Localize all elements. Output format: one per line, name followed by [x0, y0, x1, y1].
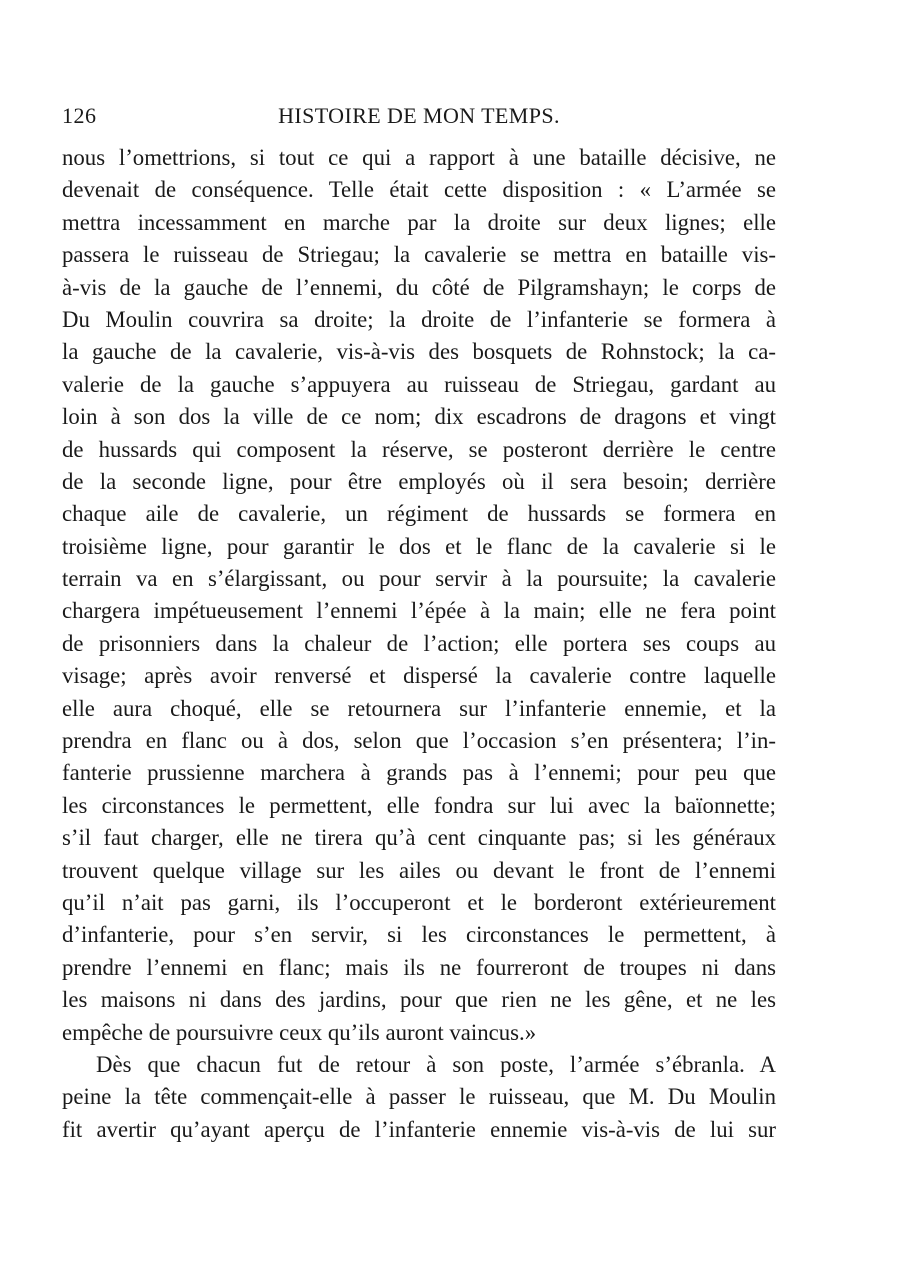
text-line: qu’il n’ait pas garni, ils l’occuperont et le borderont extérieurement — [62, 889, 776, 915]
text-line: visage; après avoir renversé et dispersé la cavalerie contre laquelle — [62, 663, 776, 689]
text-line: chargera impétueusement l’ennemi l’épée à la main; elle ne fera point — [62, 598, 776, 624]
running-head — [62, 98, 776, 134]
book-page — [62, 98, 776, 1146]
body-text — [62, 142, 776, 1146]
text-line: Du Moulin couvrira sa droite; la droite de l’infanterie se formera à — [62, 306, 776, 332]
text-line: les circonstances le permettent, elle fondra sur lui avec la baïonnette; — [62, 792, 776, 818]
text-line: à-vis de la gauche de l’ennemi, du côté de Pilgramshayn; le corps de — [62, 274, 776, 300]
text-line: mettra incessamment en marche par la droite sur deux lignes; elle — [62, 209, 776, 235]
text-line: peine la tête commençait-elle à passer le ruisseau, que M. Du Moulin — [62, 1084, 776, 1110]
text-line: nous l’omettrions, si tout ce qui a rapport à une bataille décisive, ne — [62, 145, 776, 170]
text-line: la gauche de la cavalerie, vis-à-vis des bosquets de Rohnstock; la ca- — [62, 339, 776, 365]
text-line: empêche de poursuivre ceux qu’ils auront vaincus.» — [62, 1019, 537, 1045]
text-line: passera le ruisseau de Striegau; la cavalerie se mettra en bataille vis- — [62, 242, 776, 268]
text-line: d’infanterie, pour s’en servir, si les circonstances le permettent, à — [62, 922, 776, 948]
text-line: loin à son dos la ville de ce nom; dix escadrons de dragons et vingt — [62, 404, 776, 430]
text-line: troisième ligne, pour garantir le dos et le flanc de la cavalerie si le — [62, 533, 776, 559]
text-line: de hussards qui composent la réserve, se posteront derrière le centre — [62, 436, 776, 462]
text-line: valerie de la gauche s’appuyera au ruisseau de Striegau, gardant au — [62, 371, 776, 397]
text-line: de la seconde ligne, pour être employés où il sera besoin; derrière — [62, 468, 776, 494]
text-line: trouvent quelque village sur les ailes ou devant le front de l’ennemi — [62, 857, 776, 883]
text-line: prendra en flanc ou à dos, selon que l’occasion s’en présentera; l’in- — [62, 728, 776, 754]
text-line: s’il faut charger, elle ne tirera qu’à cent cinquante pas; si les généraux — [62, 825, 776, 851]
paragraph-2 — [62, 1049, 776, 1146]
text-line: Dès que chacun fut de retour à son poste, l’armée s’ébranla. A — [96, 1051, 776, 1077]
text-line: les maisons ni dans des jardins, pour que rien ne les gêne, et ne les — [62, 987, 776, 1013]
text-line: prendre l’ennemi en flanc; mais ils ne fourreront de troupes ni dans — [62, 954, 776, 980]
text-line: elle aura choqué, elle se retournera sur l’infanterie ennemie, et la — [62, 695, 776, 721]
text-line: terrain va en s’élargissant, ou pour servir à la poursuite; la cavalerie — [62, 566, 776, 592]
paragraph-1 — [62, 142, 776, 1049]
text-line: fit avertir qu’ayant aperçu de l’infanterie ennemie vis-à-vis de lui sur — [62, 1116, 776, 1142]
text-line: devenait de conséquence. Telle était cette disposition : « L’armée se — [62, 177, 776, 203]
running-title: HISTOIRE DE MON TEMPS. — [278, 103, 560, 128]
text-line: de prisonniers dans la chaleur de l’action; elle portera ses coups au — [62, 630, 776, 656]
page-number: 126 — [62, 103, 97, 128]
text-line: chaque aile de cavalerie, un régiment de hussards se formera en — [62, 501, 776, 527]
text-line: fanterie prussienne marchera à grands pas à l’ennemi; pour peu que — [62, 760, 776, 786]
